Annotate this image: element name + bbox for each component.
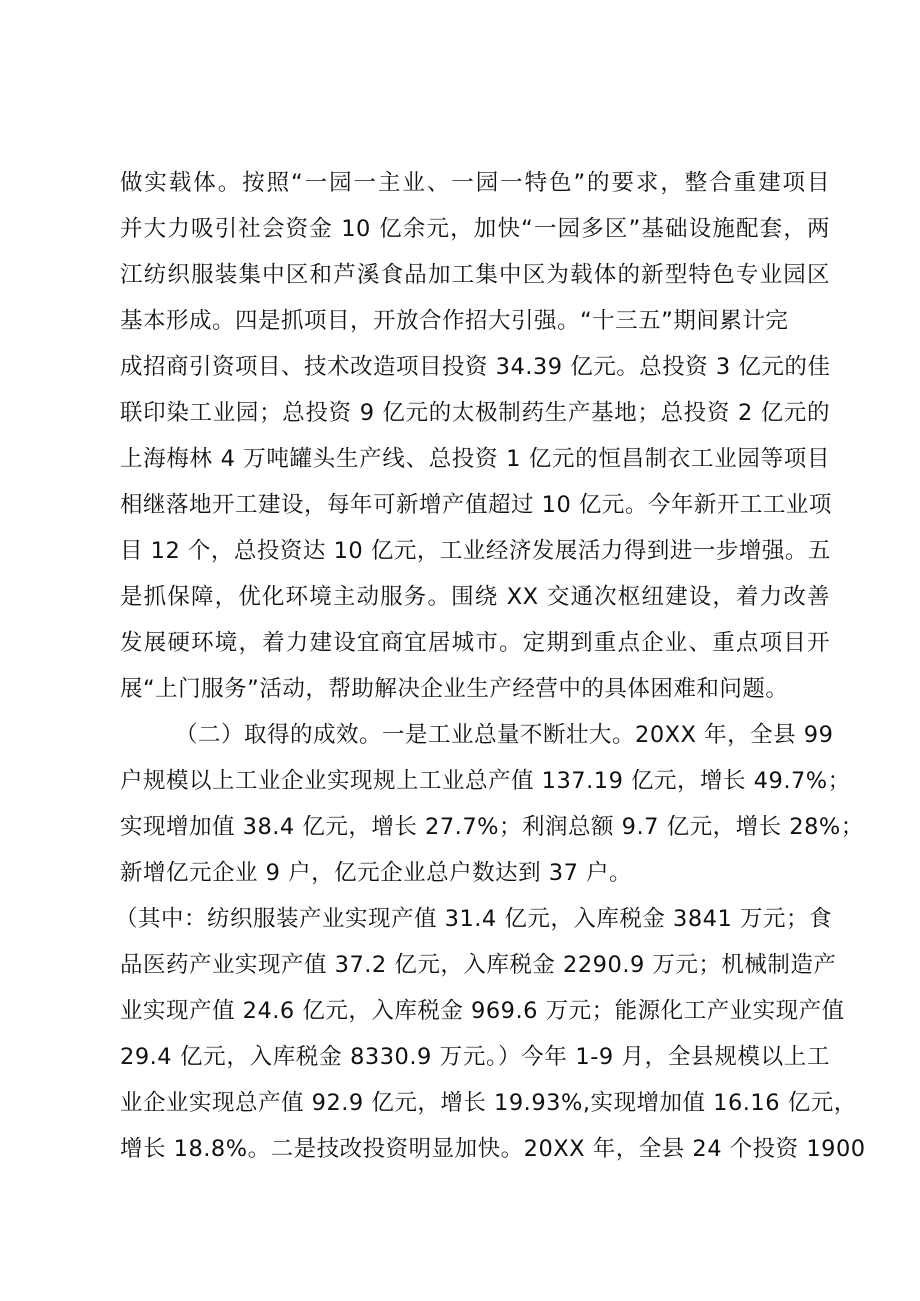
text-line-11: 发展硬环境，着力建设宜商宜居城市。定期到重点企业、重点项目开: [120, 630, 830, 656]
text-line-14: 户规模以上工业企业实现规上工业总产值 137.19 亿元，增长 49.7%；: [120, 768, 851, 794]
text-line-5: 成招商引资项目、技术改造项目投资 34.39 亿元。总投资 3 亿元的佳: [120, 354, 831, 380]
text-line-18: 品医药产业实现产值 37.2 亿元，入库税金 2290.9 万元；机械制造产: [120, 952, 837, 978]
text-line-15: 实现增加值 38.4 亿元，增长 27.7%；利润总额 9.7 亿元，增长 28%；: [120, 814, 864, 840]
text-line-19: 业实现产值 24.6 亿元，入库税金 969.6 万元；能源化工产业实现产值: [120, 998, 845, 1024]
text-line-10: 是抓保障，优化环境主动服务。围绕 XX 交通次枢纽建设，着力改善: [120, 584, 830, 610]
text-line-20: 29.4 亿元，入库税金 8330.9 万元。）今年 1-9 月，全县规模以上工: [120, 1044, 830, 1070]
text-line-1: 做实载体。按照“一园一主业、一园一特色”的要求，整合重建项目: [120, 170, 830, 196]
text-line-7: 上海梅林 4 万吨罐头生产线、总投资 1 亿元的恒昌制衣工业园等项目: [120, 446, 830, 472]
section-heading-line: （二）取得的成效。一是工业总量不断壮大。20XX 年，全县 99: [175, 722, 834, 748]
text-line-16: 新增亿元企业 9 户，亿元企业总户数达到 37 户。: [120, 860, 633, 886]
text-line-12: 展“上门服务”活动，帮助解决企业生产经营中的具体困难和问题。: [120, 676, 789, 702]
text-line-21: 业企业实现总产值 92.9 亿元，增长 19.93%,实现增加值 16.16 亿元，: [120, 1090, 857, 1116]
text-line-9: 目 12 个，总投资达 10 亿元，工业经济发展活力得到进一步增强。五: [120, 538, 831, 564]
text-line-2: 并大力吸引社会资金 10 亿余元，加快“一园多区”基础设施配套，两: [120, 216, 830, 242]
text-line-8: 相继落地开工建设，每年可新增产值超过 10 亿元。今年新开工工业项: [120, 492, 832, 518]
text-line-17: （其中：纺织服装产业实现产值 31.4 亿元，入库税金 3841 万元；食: [115, 906, 832, 932]
text-line-22: 增长 18.8%。二是技改投资明显加快。20XX 年，全县 24 个投资 1900: [120, 1136, 866, 1162]
text-line-3: 江纺织服装集中区和芦溪食品加工集中区为载体的新型特色专业园区: [120, 262, 830, 288]
text-line-6: 联印染工业园；总投资 9 亿元的太极制药生产基地；总投资 2 亿元的: [120, 400, 830, 426]
text-line-4: 基本形成。四是抓项目，开放合作招大引强。“十三五”期间累计完: [120, 308, 789, 334]
